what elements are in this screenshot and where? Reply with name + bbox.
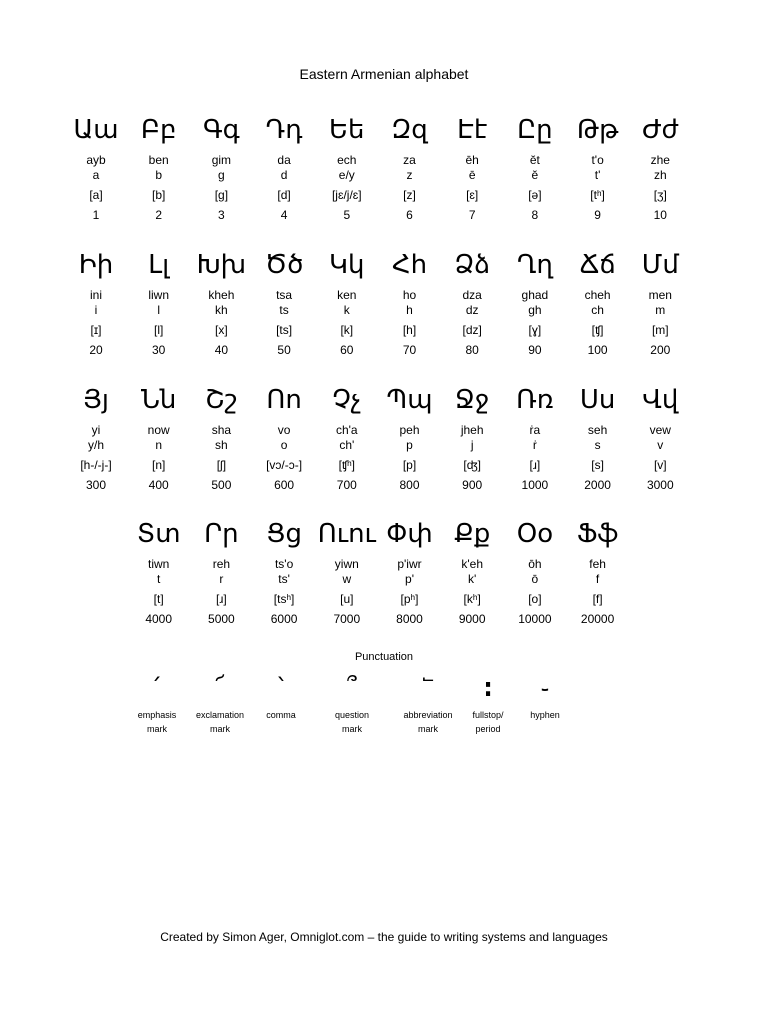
letter-numeric-value: 3 — [218, 208, 225, 222]
letter-cell — [501, 115, 569, 223]
letter-cell — [313, 385, 381, 493]
letter-name: ṙa — [529, 423, 541, 437]
letter-name: ken — [337, 288, 357, 302]
letter-ipa: [p] — [402, 458, 417, 472]
letter-glyph: Գգ — [203, 115, 240, 145]
letter-transliteration: b — [155, 168, 163, 182]
letter-glyph: Էէ — [457, 115, 488, 145]
punctuation-glyph: ՞ — [347, 674, 357, 702]
letter-transliteration: gh — [528, 303, 542, 317]
letter-name: ini — [89, 288, 102, 302]
letter-cell — [187, 115, 255, 223]
punctuation-cell — [185, 668, 255, 736]
letter-ipa: [s] — [591, 458, 604, 472]
page-title: Eastern Armenian alphabet — [299, 66, 469, 82]
letter-cell — [376, 519, 444, 627]
letter-ipa: [ʃ] — [216, 458, 227, 472]
letter-ipa: [ʒ] — [653, 188, 667, 202]
letter-transliteration: z — [406, 168, 413, 182]
letter-cell — [438, 250, 506, 358]
letter-numeric-value: 10000 — [518, 612, 552, 626]
letter-cell — [125, 385, 193, 493]
letter-cell — [438, 115, 506, 223]
letter-ipa: [ʤ] — [463, 458, 481, 472]
letter-transliteration: ch — [591, 303, 604, 317]
footer-credit: Created by Simon Ager, Omniglot.com – the guide to writing systems and languages — [160, 930, 608, 944]
letter-glyph: Ձձ — [454, 250, 491, 280]
letter-name: liwn — [148, 288, 170, 302]
punctuation-label: abbreviation — [403, 710, 453, 720]
letter-numeric-value: 1 — [92, 208, 100, 222]
letter-numeric-value: 40 — [214, 343, 229, 357]
letter-transliteration: r — [219, 572, 224, 586]
letter-cell — [313, 519, 381, 627]
letter-cell — [376, 250, 444, 358]
letter-transliteration: m — [655, 303, 666, 317]
letter-cell — [501, 250, 569, 358]
letter-name: yiwn — [334, 557, 359, 571]
letter-numeric-value: 500 — [211, 478, 232, 492]
letter-ipa: [m] — [651, 323, 669, 337]
letter-glyph: Տտ — [136, 519, 181, 549]
letter-glyph: Եե — [329, 115, 365, 145]
letter-glyph: Շշ — [205, 385, 238, 415]
letter-numeric-value: 10 — [653, 208, 667, 222]
letter-glyph: Քք — [454, 519, 491, 549]
letter-transliteration: sh — [215, 438, 228, 452]
letter-numeric-value: 9 — [594, 208, 601, 222]
letter-transliteration: s — [594, 438, 601, 452]
letter-cell — [564, 115, 632, 223]
letter-ipa: [ɹ] — [216, 592, 227, 606]
letter-transliteration: f — [595, 572, 600, 586]
letter-glyph: Ղղ — [516, 250, 553, 280]
letter-glyph: Վվ — [642, 385, 679, 415]
punctuation-label: question — [334, 710, 370, 720]
letter-name: p'iwr — [397, 557, 422, 571]
letter-name: ōh — [528, 557, 542, 571]
letter-name: da — [277, 153, 291, 167]
letter-name: yi — [91, 423, 101, 437]
letter-name: zhe — [650, 153, 670, 167]
letter-numeric-value: 50 — [277, 343, 291, 357]
letter-transliteration: e/y — [338, 168, 355, 182]
letter-glyph: Ջջ — [454, 385, 490, 415]
letter-name: kheh — [208, 288, 235, 302]
letter-name: reh — [212, 557, 231, 571]
letter-name: ghad — [521, 288, 549, 302]
letter-cell — [626, 115, 694, 223]
letter-ipa: [b] — [152, 188, 166, 202]
letter-transliteration: n — [155, 438, 163, 452]
punctuation-label: period — [475, 724, 501, 734]
letter-transliteration: kh — [215, 303, 228, 317]
letter-glyph: Լլ — [148, 250, 170, 280]
letter-numeric-value: 9000 — [458, 612, 486, 626]
letter-name: ch'a — [335, 423, 358, 437]
letter-cell — [501, 385, 569, 493]
punctuation-label: mark — [418, 724, 438, 734]
letter-glyph: Օօ — [516, 519, 554, 549]
letter-transliteration: ō — [531, 572, 539, 586]
letter-cell — [187, 385, 255, 493]
punctuation-glyph: ՟ — [422, 674, 434, 702]
punctuation-glyph: ՛ — [154, 674, 160, 702]
letter-ipa: [ɪ] — [90, 323, 102, 337]
letter-glyph: Խխ — [196, 250, 247, 280]
letter-transliteration: ch' — [339, 438, 355, 452]
letter-name: ĕt — [529, 153, 540, 167]
letter-name: jheh — [460, 423, 484, 437]
punctuation-label: mark — [342, 724, 362, 734]
letter-cell — [187, 519, 255, 627]
letter-name: seh — [587, 423, 608, 437]
letter-numeric-value: 6000 — [270, 612, 298, 626]
letter-cell — [376, 115, 444, 223]
letter-transliteration: ts' — [278, 572, 290, 586]
letter-ipa: [kʰ] — [463, 592, 481, 606]
letter-numeric-value: 900 — [462, 478, 483, 492]
letter-transliteration: h — [406, 303, 413, 317]
letter-cell — [376, 385, 444, 493]
letter-name: men — [648, 288, 672, 302]
letter-glyph: Ռռ — [516, 385, 554, 415]
letter-cell — [62, 115, 130, 223]
letter-numeric-value: 2 — [155, 208, 163, 222]
letter-numeric-value: 6 — [406, 208, 413, 222]
letter-ipa: [vɔ/-ɔ-] — [266, 458, 303, 472]
letter-cell — [564, 385, 632, 493]
letter-cell — [250, 519, 318, 627]
punctuation-label: mark — [147, 724, 167, 734]
letter-glyph: Իի — [78, 250, 114, 280]
letter-transliteration: dz — [465, 303, 479, 317]
letter-name: dza — [462, 288, 482, 302]
letter-transliteration: ĕ — [531, 168, 539, 182]
letter-glyph: Ոո — [266, 385, 302, 415]
letter-glyph: Սս — [579, 385, 616, 415]
letter-cell — [501, 519, 569, 627]
letter-cell — [438, 519, 506, 627]
letter-transliteration: k — [343, 303, 350, 317]
letter-glyph: Բբ — [140, 115, 177, 145]
letter-numeric-value: 100 — [587, 343, 608, 357]
letter-name: tsa — [276, 288, 293, 302]
letter-transliteration: ṙ — [532, 438, 537, 452]
letter-cell — [250, 115, 318, 223]
letter-name: ben — [148, 153, 169, 167]
letter-ipa: [x] — [215, 323, 228, 337]
letter-glyph: Կկ — [329, 250, 365, 280]
letter-numeric-value: 200 — [650, 343, 671, 357]
letter-ipa: [o] — [528, 592, 542, 606]
letter-ipa: [ɛ] — [466, 188, 479, 202]
letter-ipa: [f] — [592, 592, 603, 606]
letter-numeric-value: 60 — [340, 343, 354, 357]
letter-name: cheh — [584, 288, 611, 302]
letter-glyph: Թթ — [576, 115, 619, 145]
letter-numeric-value: 800 — [399, 478, 420, 492]
letter-transliteration: p — [406, 438, 413, 452]
letter-name: feh — [589, 557, 606, 571]
letter-ipa: [z] — [403, 188, 416, 202]
letter-ipa: [t] — [153, 592, 164, 606]
letter-glyph: Յյ — [83, 385, 109, 415]
letter-ipa: [ə] — [528, 188, 542, 202]
letter-glyph: Մմ — [641, 250, 679, 280]
letter-glyph: Ծծ — [264, 250, 304, 280]
letter-glyph: Ժժ — [641, 115, 679, 145]
letter-ipa: [ʧ] — [591, 323, 604, 337]
punctuation-label: exclamation — [195, 710, 245, 720]
letter-cell — [62, 250, 130, 358]
letter-glyph: Զզ — [391, 115, 428, 145]
punctuation-cell — [317, 668, 387, 736]
letter-transliteration: ē — [468, 168, 476, 182]
letter-numeric-value: 400 — [148, 478, 169, 492]
letter-transliteration: y/h — [87, 438, 104, 452]
letter-numeric-value: 4 — [280, 208, 288, 222]
letter-numeric-value: 30 — [152, 343, 166, 357]
letter-glyph: Րր — [204, 519, 239, 549]
letter-glyph: Ցց — [266, 519, 302, 549]
letter-cell — [626, 385, 694, 493]
letter-ipa: [tsʰ] — [273, 592, 295, 606]
letter-transliteration: o — [280, 438, 288, 452]
punctuation-title: Punctuation — [354, 651, 414, 663]
letter-transliteration: g — [218, 168, 225, 182]
letter-glyph: Դդ — [265, 115, 303, 145]
letter-ipa: [v] — [653, 458, 667, 472]
letter-cell — [62, 385, 130, 493]
letter-ipa: [ɹ] — [529, 458, 541, 472]
letter-cell — [250, 385, 318, 493]
letter-name: ech — [337, 153, 357, 167]
letter-numeric-value: 700 — [336, 478, 357, 492]
letter-transliteration: p' — [405, 572, 414, 586]
letter-name: vo — [277, 423, 291, 437]
letter-numeric-value: 4000 — [145, 612, 173, 626]
letter-cell — [125, 250, 193, 358]
letter-numeric-value: 7000 — [333, 612, 361, 626]
letter-ipa: [h] — [402, 323, 417, 337]
letter-cell — [250, 250, 318, 358]
punctuation-glyph: ֊ — [540, 674, 550, 702]
letter-transliteration: v — [657, 438, 664, 452]
letter-ipa: [u] — [340, 592, 354, 606]
punctuation-cell — [246, 668, 316, 722]
letter-name: ho — [402, 288, 417, 302]
letter-glyph: Ճճ — [579, 250, 616, 280]
letter-glyph: Պպ — [386, 385, 433, 415]
letter-cell — [187, 250, 255, 358]
letter-ipa: [a] — [89, 188, 103, 202]
letter-name: sha — [211, 423, 232, 437]
letter-ipa: [g] — [214, 188, 229, 202]
letter-cell — [313, 250, 381, 358]
letter-glyph: Ըը — [517, 115, 553, 145]
letter-cell — [125, 115, 193, 223]
letter-transliteration: zh — [653, 168, 667, 182]
letter-transliteration: k' — [468, 572, 477, 586]
letter-transliteration: l — [157, 303, 161, 317]
letter-cell — [313, 115, 381, 223]
letter-glyph: Նն — [140, 385, 177, 415]
punctuation-cell — [122, 668, 192, 736]
letter-name: ts'o — [274, 557, 294, 571]
letter-ipa: [pʰ] — [400, 592, 419, 606]
punctuation-glyph: ։ — [483, 673, 493, 703]
letter-numeric-value: 7 — [468, 208, 476, 222]
letter-numeric-value: 8000 — [396, 612, 423, 626]
letter-numeric-value: 1000 — [521, 478, 549, 492]
punctuation-label: emphasis — [137, 710, 177, 720]
letter-ipa: [tʰ] — [590, 188, 605, 202]
letter-numeric-value: 8 — [531, 208, 539, 222]
letter-transliteration: a — [92, 168, 100, 182]
letter-cell — [125, 519, 193, 627]
letter-name: t'o — [591, 153, 604, 167]
letter-numeric-value: 70 — [402, 343, 417, 357]
letter-ipa: [k] — [340, 323, 354, 337]
letter-name: k'eh — [461, 557, 483, 571]
letter-numeric-value: 2000 — [584, 478, 611, 492]
letter-glyph: Ֆֆ — [576, 519, 619, 549]
letter-ipa: [dz] — [462, 323, 482, 337]
punctuation-cell — [510, 668, 580, 722]
punctuation-glyph: ՜ — [215, 674, 225, 702]
letter-numeric-value: 300 — [85, 478, 107, 492]
letter-ipa: [l] — [154, 323, 164, 337]
letter-transliteration: t' — [594, 168, 601, 182]
letter-ipa: [h-/-j-] — [80, 458, 112, 472]
letter-name: now — [147, 423, 170, 437]
letter-transliteration: d — [280, 168, 288, 182]
letter-numeric-value: 5000 — [208, 612, 235, 626]
punctuation-label: fullstop/ — [472, 710, 504, 720]
letter-name: peh — [399, 423, 420, 437]
letter-cell — [438, 385, 506, 493]
letter-name: za — [403, 153, 416, 167]
punctuation-label: comma — [266, 710, 296, 720]
punctuation-glyph: ՝ — [278, 674, 284, 702]
letter-glyph: Աա — [73, 115, 119, 145]
letter-ipa: [ts] — [276, 323, 293, 337]
letter-name: ayb — [86, 153, 106, 167]
letter-numeric-value: 20000 — [580, 612, 615, 626]
letter-cell — [564, 250, 632, 358]
letter-name: ēh — [465, 153, 479, 167]
letter-glyph: Ուու — [317, 519, 376, 549]
letter-numeric-value: 20 — [89, 343, 103, 357]
letter-ipa: [d] — [277, 188, 291, 202]
letter-transliteration: ts — [279, 303, 289, 317]
letter-cell — [564, 519, 632, 627]
letter-glyph: Հհ — [391, 250, 428, 280]
letter-ipa: [ʧʰ] — [338, 458, 355, 472]
letter-transliteration: i — [94, 303, 98, 317]
punctuation-label: hyphen — [530, 710, 560, 720]
letter-glyph: Փփ — [386, 519, 433, 549]
letter-numeric-value: 3000 — [646, 478, 674, 492]
letter-transliteration: t — [157, 572, 161, 586]
letter-numeric-value: 80 — [465, 343, 479, 357]
letter-numeric-value: 5 — [343, 208, 351, 222]
letter-numeric-value: 90 — [528, 343, 542, 357]
letter-transliteration: j — [470, 438, 474, 452]
letter-ipa: [n] — [152, 458, 166, 472]
letter-glyph: Չչ — [332, 385, 362, 415]
letter-name: gim — [211, 153, 232, 167]
punctuation-label: mark — [210, 724, 230, 734]
letter-name: tiwn — [148, 557, 170, 571]
letter-ipa: [ɣ] — [528, 323, 542, 337]
letter-name: vew — [649, 423, 671, 437]
letter-transliteration: w — [342, 572, 352, 586]
letter-ipa: [jɛ/j/ɛ] — [331, 188, 362, 202]
letter-numeric-value: 600 — [274, 478, 295, 492]
letter-cell — [626, 250, 694, 358]
